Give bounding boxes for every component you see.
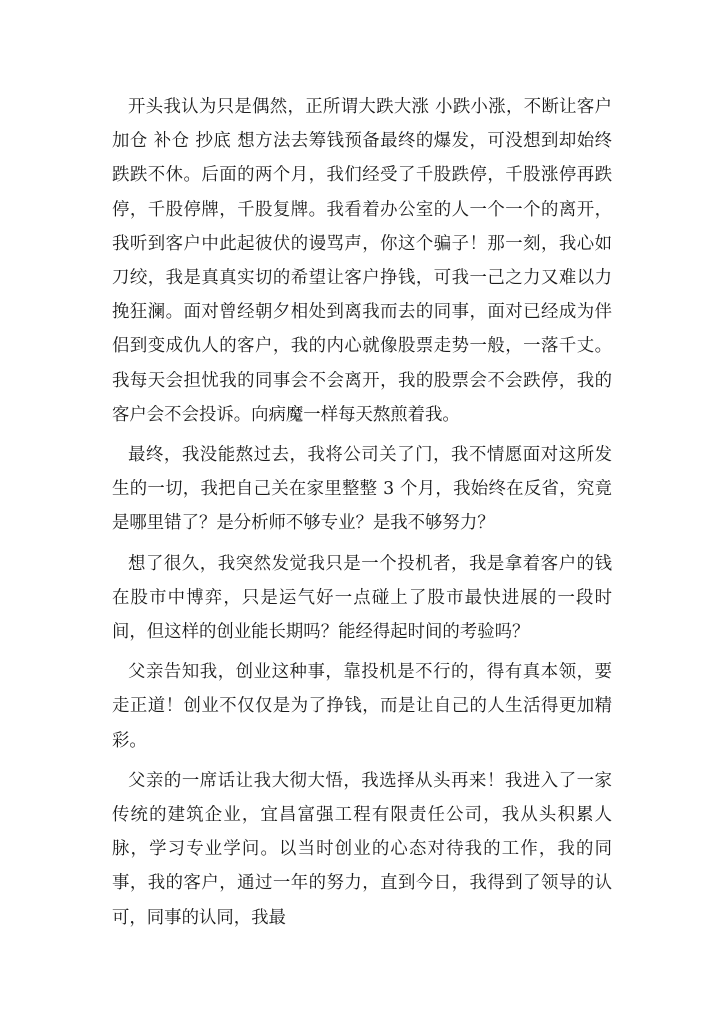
paragraph-2: 最终，我没能熬过去，我将公司关了门，我不情愿面对这所发生的一切，我把自己关在家里整整 3 个月，我始终在反省，究竟是哪里错了？是分析师不够专业？是我不够努力？ — [112, 445, 612, 534]
document-body — [112, 90, 612, 941]
paragraph-5: 父亲的一席话让我大彻大悟，我选择从头再来！我进入了一家传统的建筑企业，宜昌富强工程有限责任公司，我从头积累人脉，学习专业学问。以当时创业的心态对待我的工作，我的同事，我的客户，通过一年的努力，直到今日，我得到了领导的认可，同事的认同，我最 — [112, 770, 612, 928]
paragraph-1: 开头我认为只是偶然，正所谓大跌大涨 小跌小涨，不断让客户加仓 补仓 抄底 想方法去筹钱预备最终的爆发，可没想到却始终跌跌不休。后面的两个月，我们经受了千股跌停，千股涨停再跌停，千股停牌，千股复牌。我看着办公室的人一个一个的离开，我听到客户中此起彼伏的谩骂声，你这个骗子！那一刻，我心如刀绞，我是真真实切的希望让客户挣钱，可我一己之力又难以力挽狂澜。面对曾经朝夕相处到离我而去的同事，面对已经成为伴侣到变成仇人的客户，我的内心就像股票走势一般，一落千丈。我每天会担忧我的同事会不会离开，我的股票会不会跌停，我的客户会不会投诉。向病魔一样每天熬煎着我。 — [112, 97, 612, 425]
paragraph-4: 父亲告知我，创业这种事，靠投机是不行的，得有真本领，要走正道！创业不仅仅是为了挣钱，而是让自己的人生活得更加精彩。 — [112, 662, 612, 751]
paragraph-3: 想了很久，我突然发觉我只是一个投机者，我是拿着客户的钱在股市中博弈，只是运气好一点碰上了股市最快进展的一段时间，但这样的创业能长期吗？能经得起时间的考验吗？ — [112, 553, 612, 643]
